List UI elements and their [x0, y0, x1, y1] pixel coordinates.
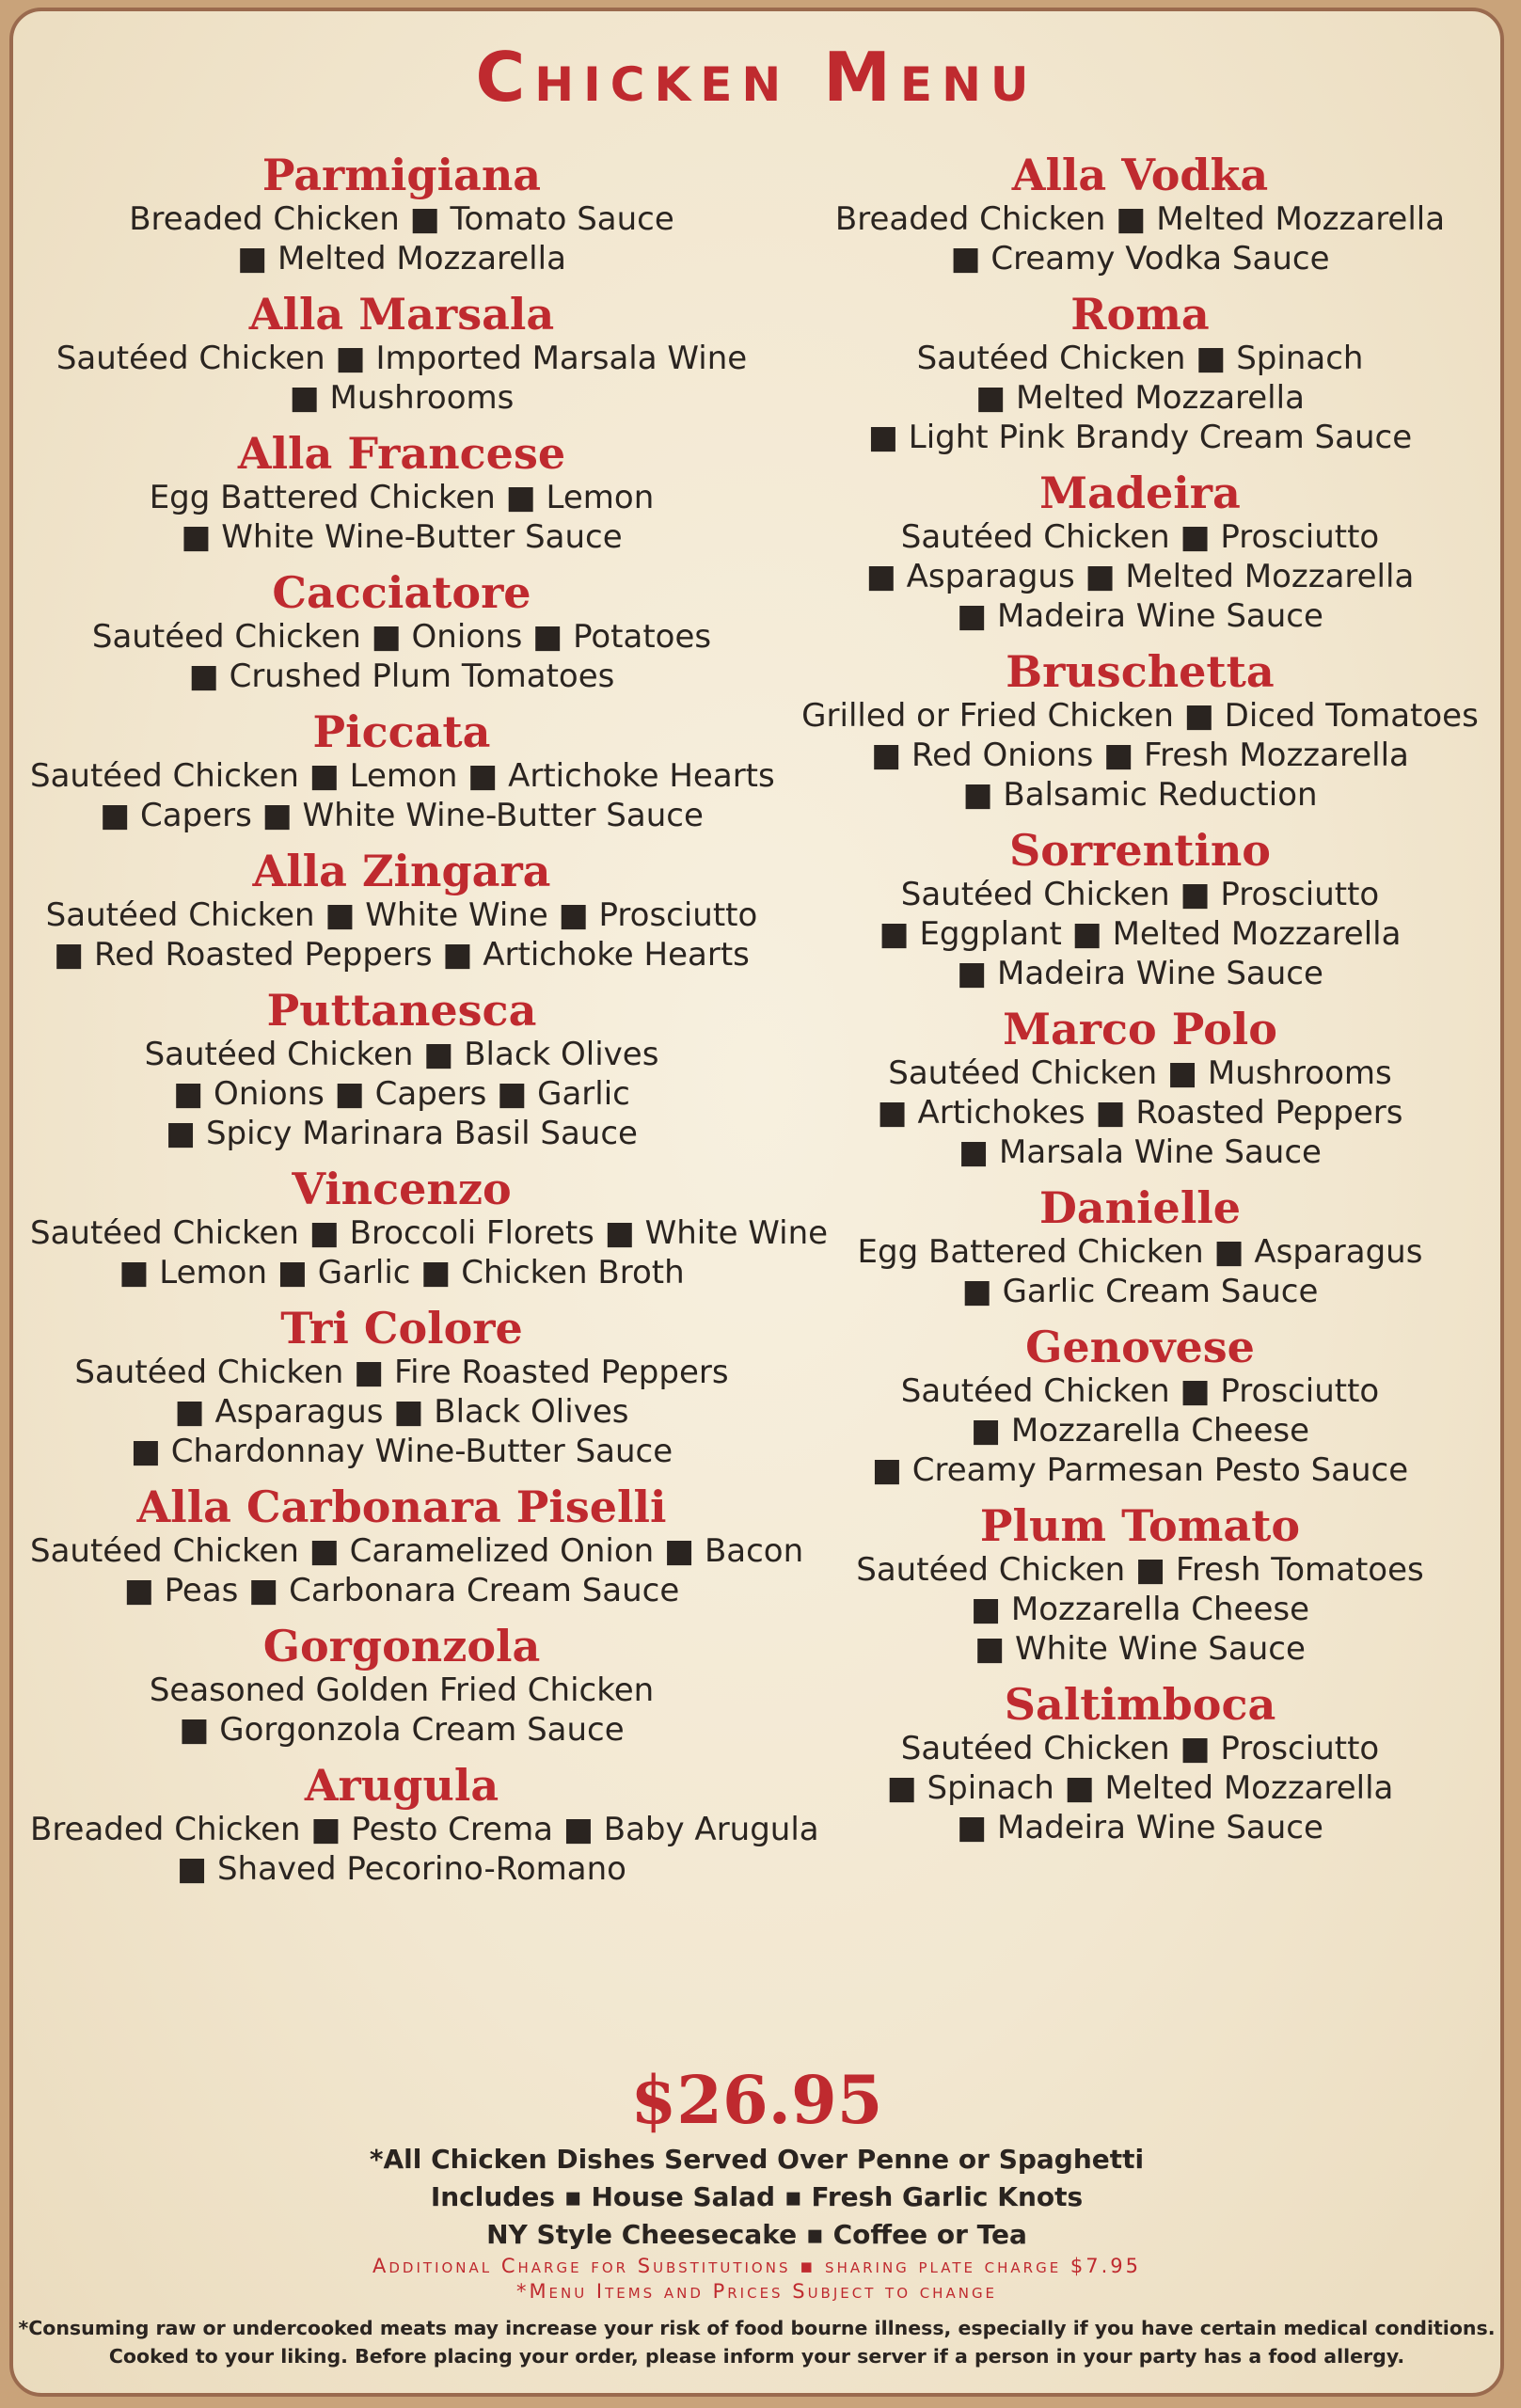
- dish-description: Sautéed Chicken ■ Fresh Tomatoes: [856, 1551, 1424, 1589]
- dish-description: Sautéed Chicken ■ Prosciutto: [900, 518, 1380, 556]
- dish-description: Sautéed Chicken ■ Mushrooms: [888, 1054, 1392, 1092]
- dish-description: ■ Creamy Parmesan Pesto Sauce: [871, 1451, 1409, 1489]
- dish-alla-marsala: [30, 290, 773, 418]
- dish-roma: [773, 290, 1507, 457]
- dish-name: Saltimboca: [1004, 1679, 1276, 1730]
- dish-description: Sautéed Chicken ■ Prosciutto: [900, 1730, 1380, 1767]
- dish-description: ■ Mozzarella Cheese: [970, 1412, 1310, 1450]
- dish-description: ■ Peas ■ Carbonara Cream Sauce: [123, 1572, 680, 1609]
- dish-name: Alla Carbonara Piselli: [136, 1481, 667, 1532]
- dish-name: Alla Zingara: [252, 846, 551, 896]
- dish-madeira: [773, 468, 1507, 636]
- dish-danielle: [773, 1183, 1507, 1311]
- dish-description: ■ Crushed Plum Tomatoes: [188, 657, 615, 695]
- dish-name: Genovese: [1025, 1322, 1255, 1372]
- dish-description: Grilled or Fried Chicken ■ Diced Tomatoes: [801, 697, 1479, 735]
- dish-alla-francese: [30, 429, 773, 557]
- legal-line: Cooked to your liking. Before placing your order, please inform your server if a person in your party has a food allergy.: [108, 2345, 1405, 2368]
- dish-name: Plum Tomato: [979, 1500, 1301, 1551]
- dish-gorgonzola: [30, 1622, 773, 1750]
- dish-tri-colore: [30, 1304, 773, 1471]
- dish-name: Roma: [1070, 289, 1210, 340]
- dish-name: Marco Polo: [1003, 1004, 1277, 1054]
- dish-description: Egg Battered Chicken ■ Lemon: [149, 479, 655, 516]
- dish-description: ■ White Wine-Butter Sauce: [181, 518, 623, 556]
- dish-name: Cacciatore: [272, 567, 531, 618]
- dish-description: ■ Spinach ■ Melted Mozzarella: [886, 1769, 1394, 1807]
- right-column: [773, 150, 1507, 1859]
- dish-description: ■ Artichokes ■ Roasted Peppers: [877, 1094, 1403, 1132]
- dish-description: Sautéed Chicken ■ Black Olives: [144, 1036, 659, 1073]
- dish-name: Alla Marsala: [248, 289, 555, 340]
- dish-description: ■ Light Pink Brandy Cream Sauce: [867, 419, 1413, 456]
- dish-description: Sautéed Chicken ■ Lemon ■ Artichoke Hearts: [30, 757, 775, 795]
- dish-puttanesca: [30, 986, 773, 1153]
- dish-name: Puttanesca: [266, 985, 537, 1036]
- dish-description: Seasoned Golden Fried Chicken: [149, 1671, 655, 1709]
- dish-description: ■ Red Roasted Peppers ■ Artichoke Hearts: [54, 936, 750, 974]
- dish-description: ■ Balsamic Reduction: [962, 776, 1318, 814]
- menu-title: Chicken Menu: [475, 38, 1038, 117]
- dish-description: ■ Onions ■ Capers ■ Garlic: [173, 1075, 630, 1113]
- dish-piccata: [30, 707, 773, 835]
- legal-disclaimer: [13, 2314, 1500, 2370]
- dish-name: Piccata: [312, 706, 491, 757]
- dish-bruschetta: [773, 647, 1507, 815]
- dish-genovese: [773, 1323, 1507, 1490]
- dish-name: Bruschetta: [1006, 646, 1275, 697]
- includes-line: Includes ▪ House Salad ▪ Fresh Garlic Knots: [430, 2181, 1084, 2212]
- dish-alla-vodka: [773, 150, 1507, 278]
- dish-description: Breaded Chicken ■ Tomato Sauce: [129, 200, 674, 238]
- dish-description: ■ Lemon ■ Garlic ■ Chicken Broth: [119, 1254, 685, 1291]
- dish-description: ■ Madeira Wine Sauce: [957, 1809, 1323, 1846]
- dish-description: ■ Capers ■ White Wine-Butter Sauce: [100, 797, 704, 834]
- includes-line: NY Style Cheesecake ▪ Coffee or Tea: [486, 2219, 1027, 2250]
- dish-name: Parmigiana: [261, 150, 542, 200]
- dish-name: Vincenzo: [292, 1164, 512, 1214]
- dish-description: ■ Shaved Pecorino-Romano: [177, 1850, 626, 1888]
- dish-description: Sautéed Chicken ■ Fire Roasted Peppers: [74, 1354, 729, 1391]
- dish-description: Sautéed Chicken ■ White Wine ■ Prosciutto: [45, 896, 758, 934]
- dish-arugula: [30, 1760, 819, 1889]
- dish-description: ■ Melted Mozzarella: [975, 379, 1305, 417]
- dish-description: ■ Garlic Cream Sauce: [961, 1273, 1319, 1310]
- dish-description: ■ Madeira Wine Sauce: [957, 955, 1323, 992]
- dish-description: ■ Creamy Vodka Sauce: [950, 240, 1330, 277]
- dish-description: ■ Gorgonzola Cream Sauce: [179, 1711, 625, 1749]
- change-note: *Menu Items and Prices Subject to change: [515, 2280, 998, 2303]
- dish-parmigiana: [30, 150, 773, 278]
- dish-description: ■ Eggplant ■ Melted Mozzarella: [879, 915, 1402, 953]
- dish-description: ■ Asparagus ■ Black Olives: [174, 1393, 629, 1431]
- dish-alla-zingara: [30, 847, 773, 974]
- charge-note: Additional Charge for Substitutions ▪ sharing plate charge $7.95: [372, 2255, 1141, 2277]
- dish-name: Danielle: [1038, 1182, 1242, 1233]
- dish-saltimboca: [773, 1680, 1507, 1847]
- dish-description: ■ Madeira Wine Sauce: [957, 597, 1323, 635]
- dish-marco-polo: [773, 1005, 1507, 1172]
- dish-name: Alla Vodka: [1011, 150, 1269, 200]
- dish-description: Sautéed Chicken ■ Prosciutto: [900, 1372, 1380, 1410]
- dish-description: Breaded Chicken ■ Pesto Crema ■ Baby Arugula: [30, 1811, 819, 1848]
- dish-vincenzo: [30, 1164, 829, 1292]
- dish-description: Sautéed Chicken ■ Imported Marsala Wine: [55, 340, 748, 377]
- dish-cacciatore: [30, 568, 773, 696]
- dish-description: Sautéed Chicken ■ Onions ■ Potatoes: [91, 618, 712, 656]
- left-column: [30, 150, 829, 1900]
- price: $26.95: [630, 2061, 883, 2139]
- dish-description: ■ Chardonnay Wine-Butter Sauce: [130, 1433, 673, 1470]
- menu-card: [9, 8, 1504, 2397]
- dish-name: Sorrentino: [1009, 825, 1271, 876]
- dish-description: Egg Battered Chicken ■ Asparagus: [857, 1233, 1423, 1271]
- dish-description: Sautéed Chicken ■ Prosciutto: [900, 876, 1380, 913]
- served-note: *All Chicken Dishes Served Over Penne or Spaghetti: [369, 2144, 1145, 2175]
- dish-description: ■ Marsala Wine Sauce: [959, 1133, 1322, 1171]
- legal-line: *Consuming raw or undercooked meats may increase your risk of food bourne illness, especially if you have certain medical conditions.: [18, 2317, 1496, 2339]
- dish-description: ■ Mozzarella Cheese: [970, 1591, 1310, 1628]
- dish-description: Sautéed Chicken ■ Caramelized Onion ■ Bacon: [30, 1532, 804, 1570]
- dish-name: Tri Colore: [280, 1303, 523, 1354]
- dish-plum-tomato: [773, 1501, 1507, 1669]
- dish-alla-carbonara-piselli: [30, 1481, 804, 1610]
- dish-description: ■ Melted Mozzarella: [237, 240, 566, 277]
- dish-description: ■ White Wine Sauce: [974, 1630, 1306, 1668]
- menu-footer: [13, 2060, 1500, 2370]
- dish-description: Sautéed Chicken ■ Broccoli Florets ■ White Wine: [30, 1214, 829, 1252]
- dish-sorrentino: [773, 826, 1507, 993]
- dish-name: Gorgonzola: [262, 1621, 541, 1671]
- dish-name: Arugula: [304, 1760, 499, 1811]
- dish-description: ■ Spicy Marinara Basil Sauce: [166, 1115, 638, 1152]
- dish-description: ■ Asparagus ■ Melted Mozzarella: [865, 558, 1415, 595]
- dish-description: ■ Mushrooms: [289, 379, 515, 417]
- dish-description: ■ Red Onions ■ Fresh Mozzarella: [871, 737, 1409, 774]
- dish-name: Madeira: [1039, 467, 1241, 518]
- dish-description: Breaded Chicken ■ Melted Mozzarella: [834, 200, 1446, 238]
- dish-description: Sautéed Chicken ■ Spinach: [916, 340, 1364, 377]
- dish-name: Alla Francese: [237, 428, 566, 479]
